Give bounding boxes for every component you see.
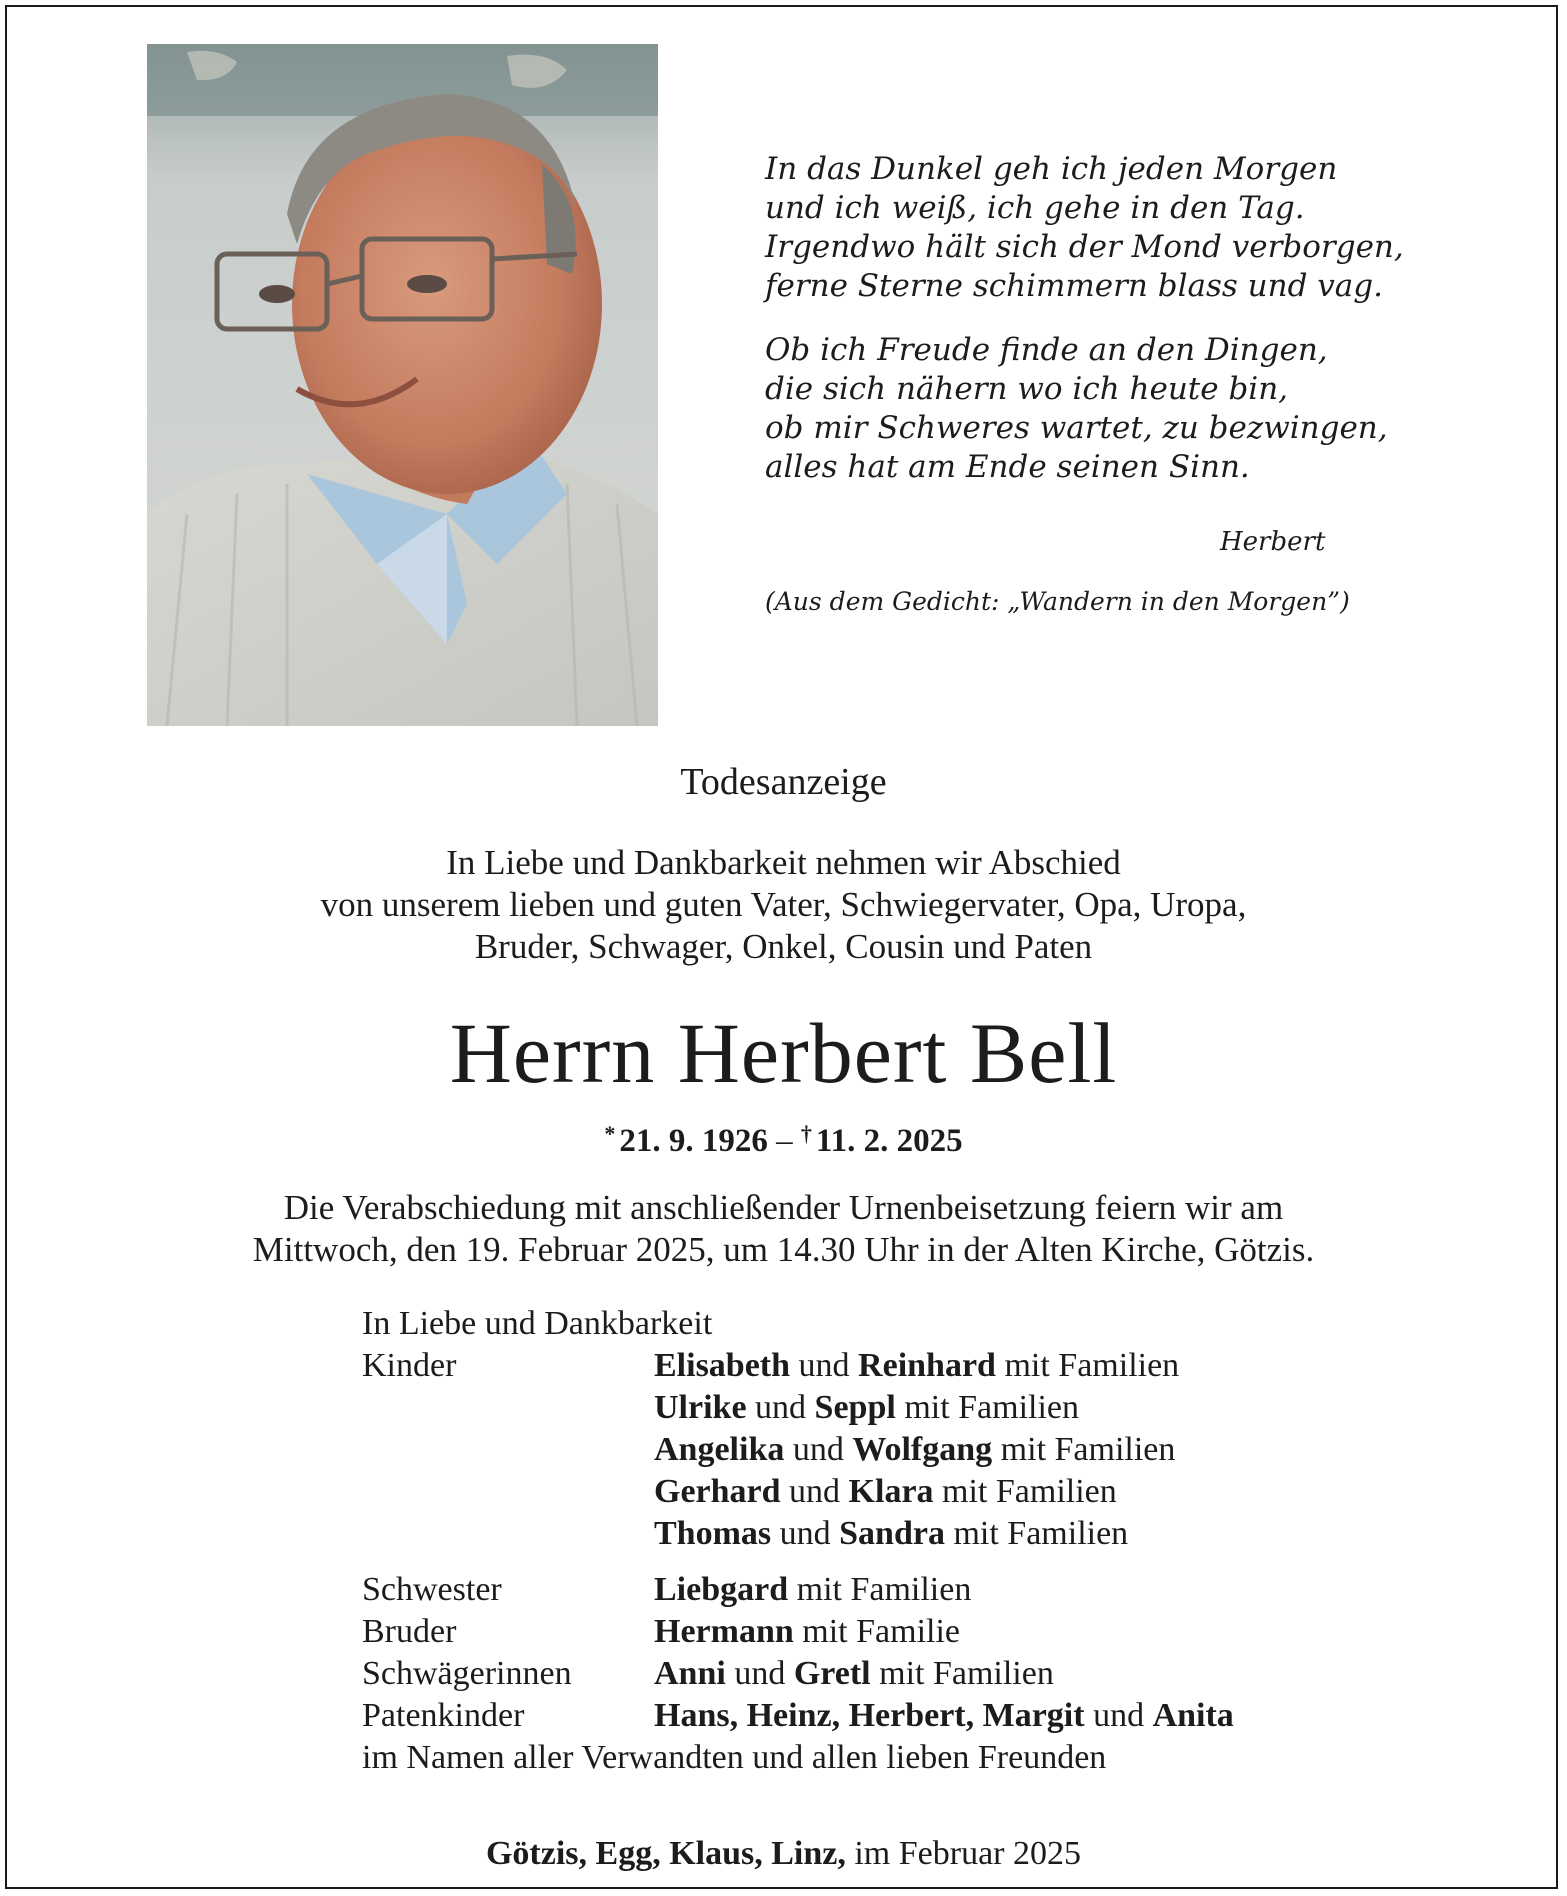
poem-line: und ich weiß, ich gehe in den Tag.	[765, 190, 1305, 226]
poem-line: ferne Sterne schimmern blass und vag.	[765, 268, 1383, 304]
poem-line: ob mir Schweres wartet, zu bezwingen,	[765, 410, 1388, 446]
connector: und	[792, 1431, 844, 1468]
person-name: Liebgard	[654, 1571, 789, 1608]
ceremony-line: Die Verabschiedung mit anschließender Urnenbeisetzung feiern wir am	[283, 1188, 1284, 1227]
poem-source: (Aus dem Gedicht: „Wandern in den Morgen”)	[765, 587, 1350, 616]
connector: und	[779, 1515, 831, 1552]
suffix: mit Familien	[1004, 1347, 1180, 1384]
connector: und	[1093, 1697, 1145, 1734]
person-name: Sandra	[839, 1515, 945, 1552]
person-name: Hans, Heinz, Herbert, Margit	[654, 1697, 1085, 1734]
relation-label: Schwester	[362, 1571, 502, 1608]
intro-line: In Liebe und Dankbarkeit nehmen wir Abschied	[446, 843, 1121, 882]
poem-author: Herbert	[1220, 527, 1326, 557]
connector: und	[734, 1655, 786, 1692]
person-name: Gerhard	[654, 1473, 781, 1510]
person-name: Angelika	[654, 1431, 785, 1468]
suffix: mit Familien	[879, 1655, 1054, 1692]
poem-stanza-1	[765, 150, 1505, 306]
person-name: Hermann	[654, 1613, 794, 1650]
poem-line: Ob ich Freude finde an den Dingen,	[765, 332, 1328, 368]
person-name: Seppl	[814, 1389, 896, 1426]
life-dates	[0, 1121, 1567, 1160]
poem-line: In das Dunkel geh ich jeden Morgen	[765, 151, 1338, 187]
suffix: mit Familien	[1000, 1431, 1176, 1468]
person-name: Wolfgang	[852, 1431, 993, 1468]
relation-label: Kinder	[362, 1347, 457, 1384]
mourners-opening: In Liebe und Dankbarkeit	[362, 1305, 713, 1342]
notice-date: im Februar 2025	[854, 1835, 1081, 1872]
person-name: Elisabeth	[654, 1347, 791, 1384]
suffix: mit Familien	[953, 1515, 1129, 1552]
person-name: Gretl	[793, 1655, 871, 1692]
intro-line: Bruder, Schwager, Onkel, Cousin und Paten	[474, 927, 1093, 966]
person-name: Ulrike	[654, 1389, 747, 1426]
birth-symbol: *	[604, 1121, 616, 1146]
birth-date: 21. 9. 1926	[619, 1123, 768, 1159]
ceremony-line: Mittwoch, den 19. Februar 2025, um 14.30 Uhr in der Alten Kirche, Götzis.	[252, 1230, 1315, 1269]
portrait-photo	[147, 44, 658, 726]
poem-line: die sich nähern wo ich heute bin,	[765, 371, 1289, 407]
mourners-closing: im Namen aller Verwandten und allen lieben Freunden	[362, 1739, 1107, 1776]
relation-label: Patenkinder	[362, 1697, 525, 1734]
date-separator: –	[776, 1123, 793, 1159]
page-title: Todesanzeige	[680, 761, 887, 803]
person-name: Reinhard	[858, 1347, 996, 1384]
poem	[765, 150, 1505, 512]
suffix: mit Familien	[904, 1389, 1080, 1426]
towns: Götzis, Egg, Klaus, Linz,	[485, 1835, 846, 1872]
poem-stanza-2	[765, 331, 1505, 487]
intro-line: von unserem lieben und guten Vater, Schwiegervater, Opa, Uropa,	[320, 885, 1247, 924]
poem-line: alles hat am Ende seinen Sinn.	[765, 449, 1250, 485]
person-name: Thomas	[654, 1515, 772, 1552]
person-name: Anni	[654, 1655, 726, 1692]
person-name: Klara	[848, 1473, 934, 1510]
intro-text	[0, 842, 1567, 968]
connector: und	[789, 1473, 841, 1510]
connector: und	[798, 1347, 850, 1384]
relation-label: Schwägerinnen	[362, 1655, 572, 1692]
place-and-date	[0, 1835, 1567, 1873]
deceased-name: Herrn Herbert Bell	[449, 1005, 1118, 1101]
suffix: mit Familien	[796, 1571, 972, 1608]
ceremony-text	[0, 1187, 1567, 1271]
person-name: Anita	[1152, 1697, 1234, 1734]
suffix: mit Familien	[942, 1473, 1117, 1510]
suffix: mit Familie	[802, 1613, 960, 1650]
death-symbol: †	[800, 1121, 812, 1146]
poem-line: Irgendwo hält sich der Mond verborgen,	[765, 229, 1404, 265]
connector: und	[755, 1389, 807, 1426]
death-date: 11. 2. 2025	[815, 1123, 963, 1159]
relation-label: Bruder	[362, 1613, 457, 1650]
